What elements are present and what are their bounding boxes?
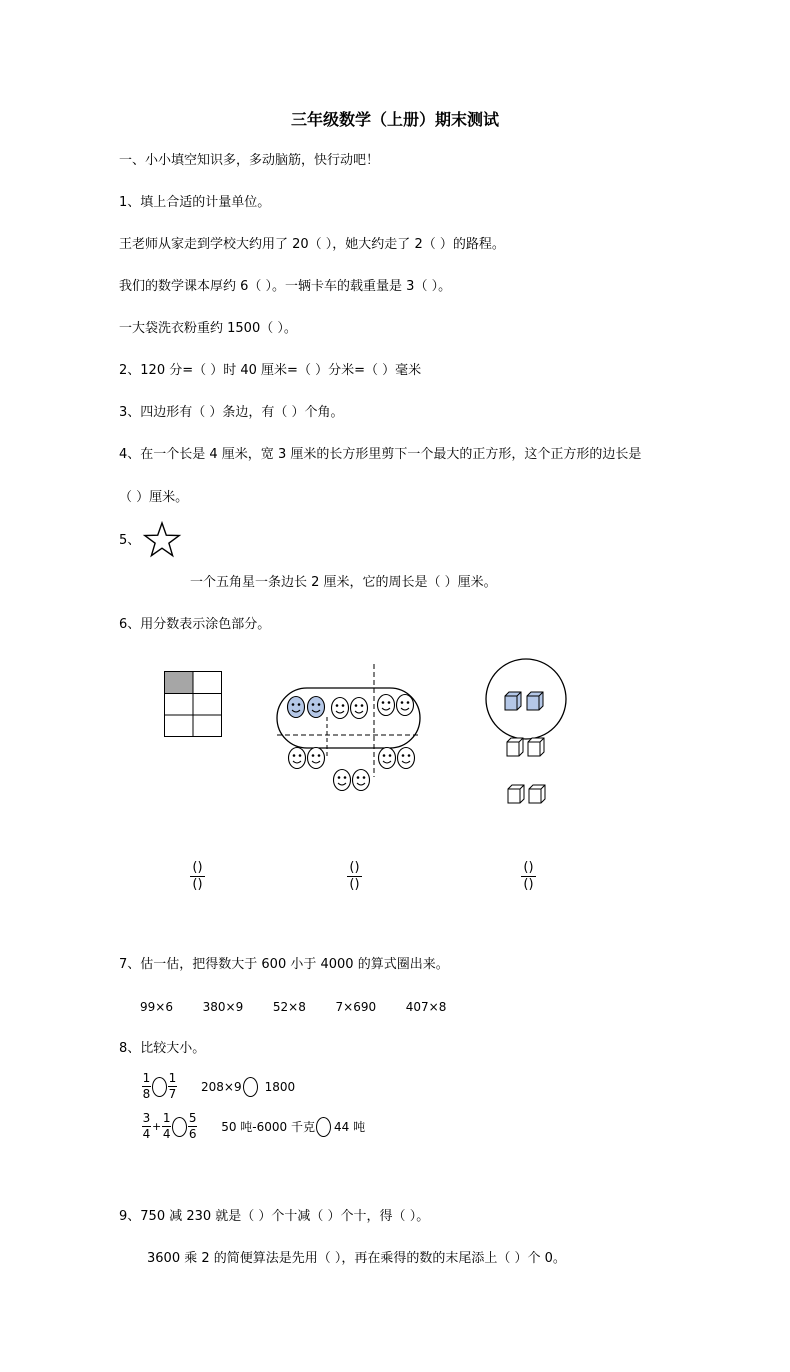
compare-circle[interactable]	[316, 1117, 331, 1137]
question-3: 3、四边形有（ ）条边，有（ ）个角。	[119, 405, 344, 420]
question-6-heading: 6、用分数表示涂色部分。	[119, 617, 271, 632]
expression-item[interactable]: 407×8	[405, 1000, 447, 1014]
fraction-1-7: 1 7	[168, 1071, 177, 1101]
question-7-heading: 7、估一估，把得数大于 600 小于 4000 的算式圈出来。	[119, 957, 449, 972]
compare-circle[interactable]	[172, 1117, 187, 1137]
question-5-number: 5、	[119, 533, 141, 548]
question-1-line-1: 王老师从家走到学校大约用了 20（ ），她大约走了 2（ ）的路程。	[119, 237, 505, 252]
faces-figure	[270, 662, 435, 797]
fraction-3-4: 3 4	[142, 1111, 151, 1141]
fraction-answer-2: () ()	[347, 861, 362, 892]
fraction-answer-1: () ()	[190, 861, 205, 892]
compare-row-2: 3 4 + 1 4 5 6 50 吨-6000 千克 44 吨	[142, 1111, 366, 1141]
compare-row-1: 1 8 1 7 208×9 1800	[142, 1071, 296, 1101]
compare-circle[interactable]	[243, 1077, 258, 1097]
expression-item[interactable]: 7×690	[335, 1000, 377, 1014]
question-4-line-2: （ ）厘米。	[119, 490, 189, 505]
expression-item[interactable]: 380×9	[202, 1000, 244, 1014]
fraction-5-6: 5 6	[188, 1111, 197, 1141]
question-1-heading: 1、填上合适的计量单位。	[119, 195, 271, 210]
question-1-line-2: 我们的数学课本厚约 6（ ）。一辆卡车的载重量是 3（ ）。	[119, 279, 452, 294]
expression-item[interactable]: 99×6	[140, 1000, 173, 1014]
question-9-line-1: 9、750 减 230 就是（ ）个十减（ ）个十，得（ ）。	[119, 1209, 430, 1224]
question-1-line-3: 一大袋洗衣粉重约 1500（ ）。	[119, 321, 297, 336]
question-9-line-2: 3600 乘 2 的简便算法是先用（ ），再在乘得的数的末尾添上（ ）个 0。	[147, 1251, 566, 1266]
fraction-answer-3: () ()	[521, 861, 536, 892]
question-7-expressions	[140, 998, 446, 1016]
fraction-1-8: 1 8	[142, 1071, 151, 1101]
cubes-figure	[480, 660, 580, 810]
section-heading: 一、小小填空知识多，多动脑筋，快行动吧！	[119, 153, 380, 168]
shaded-grid	[164, 671, 222, 737]
question-2: 2、120 分=（ ）时 40 厘米=（ ）分米=（ ）毫米	[119, 363, 422, 378]
star-icon	[143, 522, 181, 560]
question-8-heading: 8、比较大小。	[119, 1041, 206, 1056]
expression-item[interactable]: 52×8	[272, 1000, 306, 1014]
compare-circle[interactable]	[152, 1077, 167, 1097]
question-5-text: 一个五角星一条边长 2 厘米，它的周长是（ ）厘米。	[190, 575, 497, 590]
fraction-1-4: 1 4	[162, 1111, 171, 1141]
page-title: 三年级数学（上册）期末测试	[290, 110, 499, 129]
question-4-line-1: 4、在一个长是 4 厘米，宽 3 厘米的长方形里剪下一个最大的正方形，这个正方形的边长是	[119, 447, 642, 462]
